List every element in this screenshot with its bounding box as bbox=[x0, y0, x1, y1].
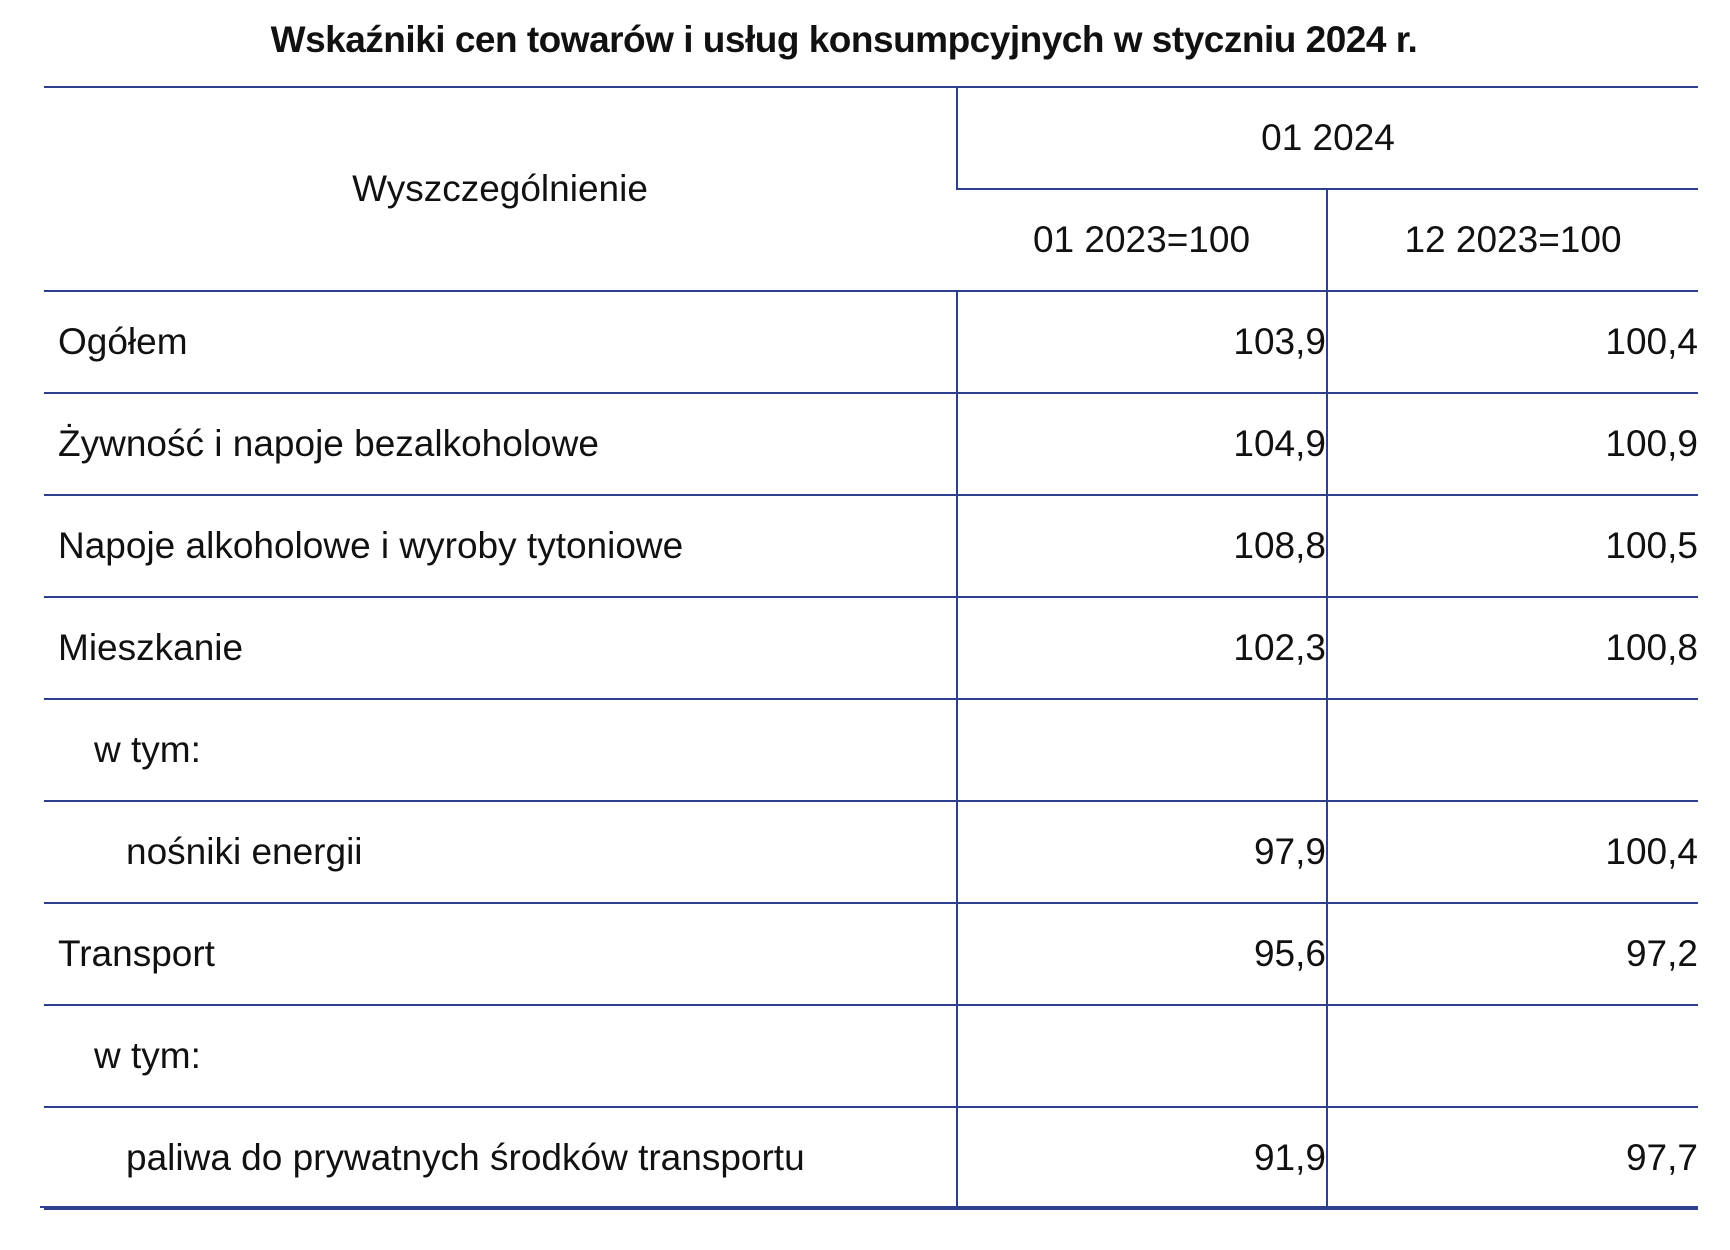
row-value-mom: 100,9 bbox=[1327, 393, 1698, 495]
row-label: Napoje alkoholowe i wyroby tytoniowe bbox=[44, 495, 957, 597]
row-value-mom: 97,7 bbox=[1327, 1107, 1698, 1209]
row-label-subgroup: w tym: bbox=[44, 699, 957, 801]
row-value-mom: 100,8 bbox=[1327, 597, 1698, 699]
row-value-yoy: 104,9 bbox=[957, 393, 1327, 495]
row-label: paliwa do prywatnych środków transportu bbox=[44, 1107, 957, 1209]
row-value-yoy: 102,3 bbox=[957, 597, 1327, 699]
row-label: nośniki energii bbox=[44, 801, 957, 903]
row-label-subgroup: w tym: bbox=[44, 1005, 957, 1107]
table-row bbox=[44, 1005, 1698, 1107]
row-value-yoy: 91,9 bbox=[957, 1107, 1327, 1209]
header-column-base-month: 12 2023=100 bbox=[1327, 189, 1698, 291]
table-body bbox=[44, 291, 1698, 1209]
table-row bbox=[44, 699, 1698, 801]
table-row bbox=[44, 903, 1698, 1005]
row-label: Ogółem bbox=[44, 291, 957, 393]
row-value-yoy: 108,8 bbox=[957, 495, 1327, 597]
table-row bbox=[44, 597, 1698, 699]
price-index-table bbox=[44, 86, 1698, 1210]
row-value-mom: 97,2 bbox=[1327, 903, 1698, 1005]
header-row-group bbox=[44, 87, 1698, 189]
row-value-yoy: 95,6 bbox=[957, 903, 1327, 1005]
row-value-yoy bbox=[957, 699, 1327, 801]
row-value-yoy: 97,9 bbox=[957, 801, 1327, 903]
row-value-mom bbox=[1327, 699, 1698, 801]
row-value-yoy: 103,9 bbox=[957, 291, 1327, 393]
row-value-mom: 100,4 bbox=[1327, 291, 1698, 393]
table-row bbox=[44, 291, 1698, 393]
row-value-mom: 100,5 bbox=[1327, 495, 1698, 597]
row-value-yoy bbox=[957, 1005, 1327, 1107]
row-value-mom: 100,4 bbox=[1327, 801, 1698, 903]
table-title: Wskaźniki cen towarów i usług konsumpcyjnych w styczniu 2024 r. bbox=[270, 19, 1418, 60]
header-label-column: Wyszczególnienie bbox=[44, 87, 957, 291]
table-header bbox=[44, 87, 1698, 291]
row-label: Transport bbox=[44, 903, 957, 1005]
row-label: Żywność i napoje bezalkoholowe bbox=[44, 393, 957, 495]
table-row bbox=[44, 393, 1698, 495]
table-row bbox=[44, 495, 1698, 597]
header-period-group: 01 2024 bbox=[957, 87, 1698, 189]
table-row bbox=[44, 1107, 1698, 1209]
header-column-base-year: 01 2023=100 bbox=[957, 189, 1327, 291]
table-bottom-rule bbox=[40, 1206, 1698, 1208]
row-label: Mieszkanie bbox=[44, 597, 957, 699]
row-value-mom bbox=[1327, 1005, 1698, 1107]
table-row bbox=[44, 801, 1698, 903]
